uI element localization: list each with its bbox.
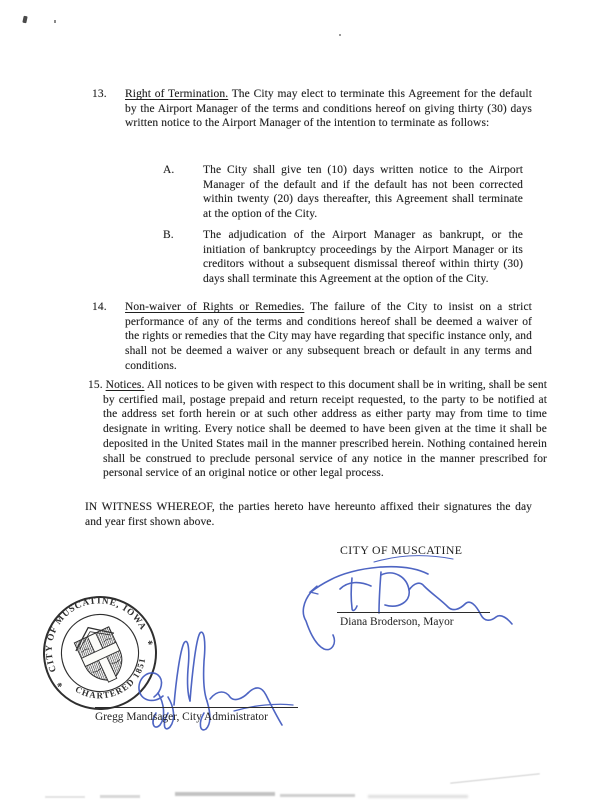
subclause-a-letter: A.: [163, 164, 175, 176]
clause-13: [92, 87, 532, 131]
subclause-b: [163, 228, 523, 287]
clause-14-body: The failure of the City to insist on a strict performance of any of the terms and conditions hereof shall be deemed a waiver of the rights or remedies that the City may have regarding that specific instance only, and shall not be deemed a waiver or any subsequent breach or default in any terms and conditions.: [125, 301, 532, 372]
subclause-a: [163, 163, 523, 222]
scan-speck: [22, 16, 27, 24]
seal-arc-bottom-text: CHARTERED 1851: [73, 656, 148, 701]
mayor-name-title: Diana Broderson, Mayor: [340, 616, 454, 628]
clause-14-heading: Non-waiver of Rights or Remedies.: [125, 301, 305, 313]
seal-arc-top-text: CITY OF MUSCATINE, IOWA: [43, 595, 149, 674]
mayor-signature-line: [337, 612, 490, 613]
scan-smudge: [280, 794, 355, 797]
subclause-a-body: The City shall give ten (10) days written notice to the Airport Manager of the default and if the default has not been corrected within twenty (20) days thereafter, this Agreement shall terminate at the option of the City.: [203, 164, 523, 221]
clause-14-number: 14.: [92, 301, 107, 313]
clause-15-number: 15.: [88, 379, 103, 391]
administrator-name-title: Gregg Mandsager, City Administrator: [95, 711, 268, 723]
scan-smudge: [100, 795, 140, 798]
clause-15-heading: Notices.: [105, 379, 145, 391]
clause-15: [88, 378, 547, 481]
clause-13-heading: Right of Termination.: [125, 88, 229, 100]
subclause-b-letter: B.: [163, 229, 174, 241]
administrator-signature-line: [95, 707, 298, 708]
clause-13-text: [125, 87, 532, 131]
scan-smudge: [368, 795, 468, 798]
scan-smudge: [45, 796, 85, 798]
scan-smudge: [175, 792, 275, 796]
clause-13-body: The City may elect to terminate this Agreement for the default by the Airport Manager of the terms and conditions hereof on giving thirty (30) days written notice to the Airport Manager of the intention to terminate as follows:: [125, 88, 532, 130]
clause-15-body: All notices to be given with respect to this document shall be in writing, shall be sent by certified mail, postage prepaid and return receipt requested, to the party to be notified at the address set forth herein or at such other address as either party may from time to time designate in writing. Every notice shall be deemed to have been given at the time it shall be deposited in the United States mail in the manner prescribed herein. Nothing contained herein shall be construed to preclude personal service of any notice in the manner prescribed for personal service of an original notice or other legal process.: [103, 379, 548, 480]
clause-14: [92, 300, 532, 374]
scan-scratch: [450, 773, 540, 783]
mayor-signature: [290, 545, 515, 670]
seal-star-left-icon: *: [55, 680, 66, 694]
clause-13-number: 13.: [92, 88, 107, 100]
subclause-b-body: The adjudication of the Airport Manager as bankrupt, or the initiation of bankruptcy proceedings by the Airport Manager or its creditors without a subsequent dismissal thereof within thirty (30) days shall terminate this Agreement at the option of the City.: [203, 229, 523, 286]
witness-clause: IN WITNESS WHEREOF, the parties hereto have hereunto affixed their signatures the day and year first shown above.: [85, 501, 532, 528]
city-organization-label: CITY OF MUSCATINE: [340, 543, 463, 557]
clause-14-text: [125, 300, 532, 374]
scan-speck: [339, 34, 341, 36]
scan-speck: [54, 20, 56, 23]
seal-star-right-icon: *: [146, 637, 157, 652]
